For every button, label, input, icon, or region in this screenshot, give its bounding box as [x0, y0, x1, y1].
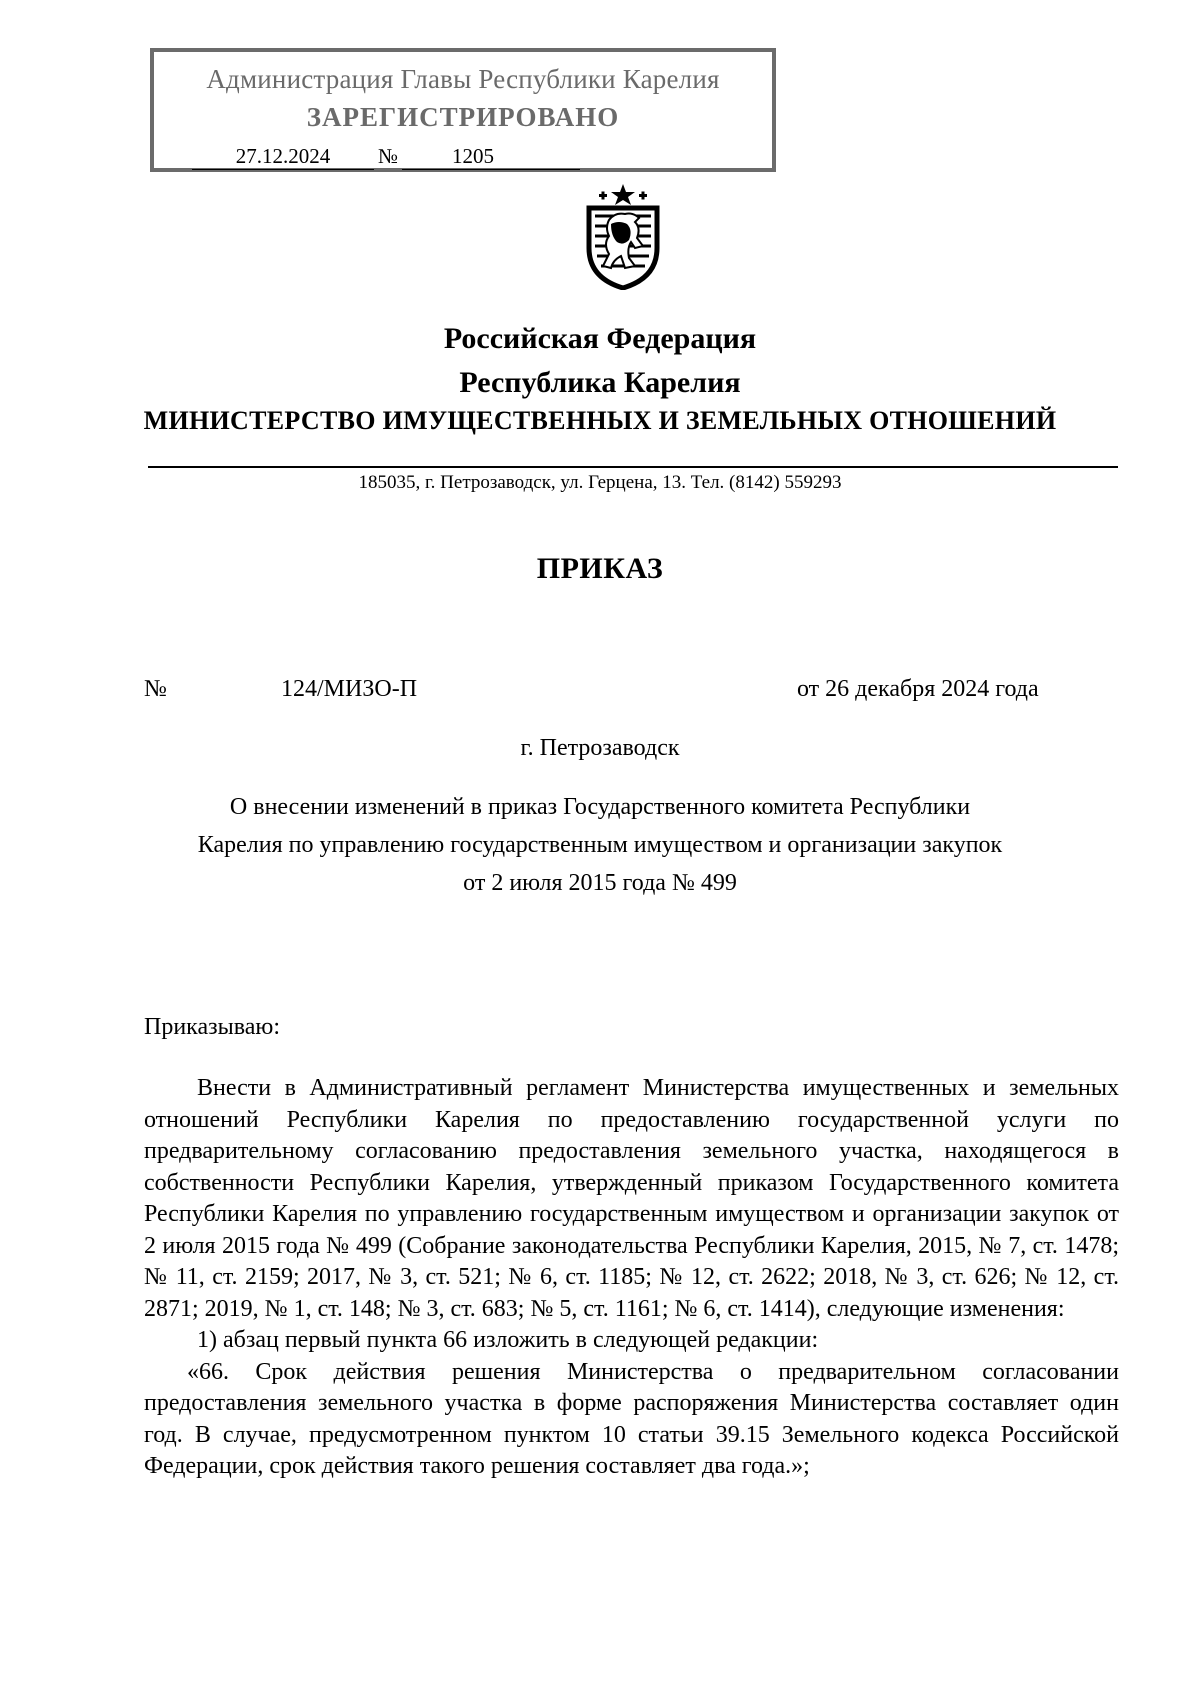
- registration-stamp: [150, 48, 776, 172]
- stamp-date: 27.12.2024: [192, 144, 374, 170]
- karelia-coat-of-arms-icon: [583, 182, 663, 290]
- order-directive: Приказываю:: [144, 1014, 280, 1040]
- order-subject-line: О внесении изменений в приказ Государственного комитета Республики: [229, 794, 971, 820]
- order-city: г. Петрозаводск: [520, 735, 680, 761]
- republic-heading: Республика Карелия: [459, 366, 741, 399]
- country-heading: Российская Федерация: [443, 322, 757, 355]
- document-title: ПРИКАЗ: [536, 552, 664, 585]
- stamp-status: ЗАРЕГИСТРИРОВАНО: [306, 102, 620, 132]
- order-subject: [0, 788, 1200, 902]
- body-quote: «66. Срок действия решения Министерства о предварительном согласовании предоставления земельного участка в форме распоряжения Министерства составляет один год. В случае, предусмотренном пунктом 10 статьи 39.15 Земельного кодекса Российской Федерации, срок действия такого решения составляет два года.»;: [144, 1358, 1119, 1479]
- order-date: от 26 декабря 2024 года: [797, 676, 1039, 702]
- body-paragraph: Внести в Административный регламент Министерства имущественных и земельных отношений Республики Карелия по предоставлению государственной услуги по предварительному согласованию предоставления земельного участка, находящегося в собственности Республики Карелия, утвержденный приказом Государственного комитета Республики Карелия по управлению государственным имуществом и организации закупок от 2 июля 2015 года № 499 (Собрание законодательства Республики Карелия, 2015, № 7, ст. 1478; № 11, ст. 2159; 2017, № 3, ст. 521; № 6, ст. 1185; № 12, ст. 2622; 2018, № 3, ст. 626; № 12, ст. 2871; 2019, № 1, ст. 148; № 3, ст. 683; № 5, ст. 1161; № 6, ст. 1414), следующие изменения:: [144, 1075, 1119, 1322]
- ministry-address: 185035, г. Петрозаводск, ул. Герцена, 13. Тел. (8142) 559293: [358, 472, 842, 493]
- order-subject-line: Карелия по управлению государственным имуществом и организации закупок: [197, 832, 1003, 858]
- order-number-sign: №: [144, 676, 167, 702]
- header-divider: [148, 466, 1118, 468]
- order-body: [144, 1073, 1119, 1483]
- stamp-number: 1205: [402, 144, 580, 170]
- order-number: 124/МИЗО-П: [281, 676, 418, 702]
- ministry-heading: МИНИСТЕРСТВО ИМУЩЕСТВЕННЫХ И ЗЕМЕЛЬНЫХ ОТНОШЕНИЙ: [143, 406, 1057, 435]
- stamp-registration-row: [192, 144, 580, 170]
- stamp-organization: Администрация Главы Республики Карелия: [206, 64, 720, 94]
- stamp-number-label: №: [378, 144, 399, 168]
- body-item: 1) абзац первый пункта 66 изложить в следующей редакции:: [197, 1327, 819, 1353]
- order-subject-line: от 2 июля 2015 года № 499: [463, 870, 737, 896]
